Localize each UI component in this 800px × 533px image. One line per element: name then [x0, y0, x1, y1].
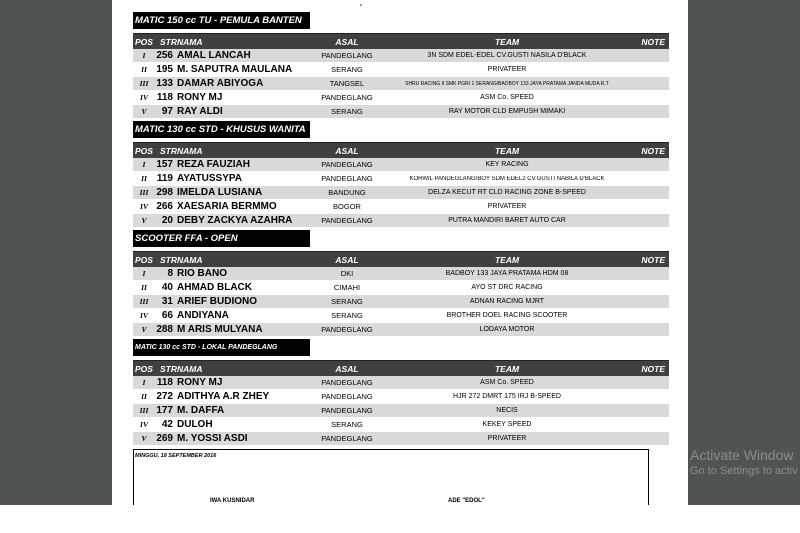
- cell-asal: PANDEGLANG: [321, 325, 373, 334]
- table-row: [133, 418, 669, 432]
- cell-asal: SERANG: [331, 107, 363, 116]
- col-note: NOTE: [641, 145, 665, 156]
- cell-team: DELZA KECUT RT CLD RACING ZONE B-SPEED: [428, 189, 586, 196]
- cell-pos: III: [139, 406, 149, 415]
- cell-name: ARIEF BUDIONO: [177, 296, 257, 307]
- col-team: TEAM: [494, 145, 520, 156]
- col-team: TEAM: [494, 36, 520, 47]
- table-header: [133, 142, 669, 158]
- table-row: [133, 172, 669, 186]
- cell-pos: II: [141, 174, 147, 183]
- cell-pos: III: [139, 79, 149, 88]
- table-row: [133, 105, 669, 119]
- cell-name: DEBY ZACKYA AZAHRA: [177, 215, 293, 226]
- section-title: MATIC 150 cc TU - PEMULA BANTEN: [133, 12, 310, 29]
- table-row: [133, 376, 669, 390]
- cell-pos: V: [141, 434, 147, 443]
- cell-pos: IV: [140, 311, 148, 320]
- cell-pos: IV: [140, 93, 148, 102]
- cell-team: RAY MOTOR CLD EMPUSH MIMAKI: [448, 108, 566, 115]
- cell-str: 256: [156, 50, 173, 61]
- col-pos: POS: [135, 145, 153, 156]
- table-row: [133, 323, 669, 337]
- col-name: NAMA: [177, 254, 203, 265]
- cell-asal: SERANG: [331, 420, 363, 429]
- cell-asal: PANDEGLANG: [321, 216, 373, 225]
- section-title: MATIC 130 cc STD - KHUSUS WANITA: [133, 121, 310, 138]
- cell-name: XAESARIA BERMMO: [177, 201, 277, 212]
- cell-asal: DKI: [340, 269, 354, 278]
- col-note: NOTE: [641, 363, 665, 374]
- table-row: [133, 49, 669, 63]
- cell-str: 266: [156, 201, 173, 212]
- cell-name: M. DAFFA: [177, 405, 225, 416]
- cell-name: ADITHYA A.R ZHEY: [177, 391, 270, 402]
- cell-str: 42: [161, 419, 173, 430]
- table-row: [133, 158, 669, 172]
- cell-team: KORWIL PANDEGLANG/BOY SDM EDEL2 CV.GUSTI NABILA D'BLACK: [409, 175, 605, 182]
- signature-left: IWA KUSNIDAR: [210, 498, 255, 504]
- cell-str: 118: [156, 377, 173, 388]
- table-row: [133, 267, 669, 281]
- cell-pos: II: [141, 283, 147, 292]
- cell-pos: IV: [140, 420, 148, 429]
- cell-asal: PANDEGLANG: [321, 434, 373, 443]
- cell-name: RONY MJ: [177, 92, 223, 103]
- cell-team: KEKEY SPEED: [482, 421, 532, 428]
- cell-asal: SERANG: [331, 297, 363, 306]
- col-name: NAMA: [177, 363, 203, 374]
- col-asal: ASAL: [335, 145, 359, 156]
- cell-team: PRIVATEER: [487, 203, 527, 210]
- cell-str: 272: [156, 391, 173, 402]
- cell-asal: PANDEGLANG: [321, 378, 373, 387]
- activate-windows-watermark: [690, 447, 800, 478]
- cell-team: BROTHER DOEL RACING SCOOTER: [446, 312, 568, 319]
- signature-right: ADE "EDOL": [448, 498, 485, 504]
- table-row: [133, 186, 669, 200]
- cell-str: 31: [161, 296, 173, 307]
- cell-team: ASM Co. SPEED: [480, 379, 534, 386]
- col-asal: ASAL: [335, 363, 359, 374]
- cell-name: RAY ALDI: [177, 106, 223, 117]
- cell-pos: I: [142, 269, 146, 278]
- cell-pos: III: [139, 297, 149, 306]
- col-pos: POS: [135, 36, 153, 47]
- cell-str: 133: [156, 78, 173, 89]
- document-page: [112, 0, 688, 505]
- table-row: [133, 404, 669, 418]
- col-note: NOTE: [641, 254, 665, 265]
- col-str: STR: [160, 254, 177, 265]
- table-row: [133, 200, 669, 214]
- cell-team: BADBOY 133 JAYA PRATAMA HDM 08: [445, 270, 569, 277]
- signature-box: [133, 449, 649, 505]
- cell-str: 8: [167, 268, 173, 279]
- cell-str: 195: [156, 64, 173, 75]
- cell-team: HJR 272 DMRT 175 IRJ B-SPEED: [453, 393, 561, 400]
- cell-str: 66: [161, 310, 173, 321]
- cell-name: IMELDA LUSIANA: [177, 187, 263, 198]
- cell-asal: BOGOR: [333, 202, 361, 211]
- cell-pos: I: [142, 51, 146, 60]
- cell-team: ASM Co. SPEED: [480, 94, 534, 101]
- cell-str: 157: [156, 159, 173, 170]
- cell-str: 40: [161, 282, 173, 293]
- cell-asal: SERANG: [331, 311, 363, 320]
- col-pos: POS: [135, 254, 153, 265]
- col-team: TEAM: [494, 254, 520, 265]
- activate-subtitle: Go to Settings to activ: [690, 465, 798, 477]
- cell-name: AHMAD BLACK: [177, 282, 252, 293]
- col-note: NOTE: [641, 36, 665, 47]
- cell-pos: V: [141, 216, 147, 225]
- cell-name: M ARIS MULYANA: [177, 324, 263, 335]
- cell-name: RIO BANO: [177, 268, 227, 279]
- event-date: MINGGU, 18 SEPTEMBER 2016: [135, 453, 217, 459]
- cell-pos: II: [141, 392, 147, 401]
- cell-name: DULOH: [177, 419, 213, 430]
- cell-team: KEY RACING: [485, 161, 529, 168]
- table-row: [133, 77, 669, 91]
- col-str: STR: [160, 145, 177, 156]
- section-title: SCOOTER FFA - OPEN: [133, 230, 310, 247]
- cell-pos: II: [141, 65, 147, 74]
- cell-pos: V: [141, 325, 147, 334]
- cell-str: 269: [156, 433, 173, 444]
- cell-asal: PANDEGLANG: [321, 93, 373, 102]
- table-row: [133, 91, 669, 105]
- table-row: [133, 390, 669, 404]
- col-str: STR: [160, 363, 177, 374]
- cell-pos: I: [142, 160, 146, 169]
- cell-asal: PANDEGLANG: [321, 174, 373, 183]
- cell-asal: PANDEGLANG: [321, 406, 373, 415]
- cell-name: M. SAPUTRA MAULANA: [177, 64, 293, 75]
- cell-pos: I: [142, 378, 146, 387]
- col-asal: ASAL: [335, 36, 359, 47]
- cell-team: PRIVATEER: [487, 435, 527, 442]
- table-row: [133, 214, 669, 228]
- race-section: [133, 339, 669, 446]
- table-row: [133, 309, 669, 323]
- cell-name: AMAL LANCAH: [177, 50, 251, 61]
- cell-team: ADNAN RACING MJRT: [469, 298, 545, 305]
- table-row: [133, 432, 669, 446]
- cell-team: 3N SDM EDEL-EDEL CV.GUSTI NASILA D'BLACK: [427, 52, 587, 59]
- cell-asal: TANGSEL: [329, 79, 365, 88]
- table-header: [133, 251, 669, 267]
- cell-str: 298: [156, 187, 173, 198]
- table-row: [133, 63, 669, 77]
- right-gray-margin: [688, 0, 800, 505]
- cell-name: REZA FAUZIAH: [177, 159, 250, 170]
- table-header: [133, 360, 669, 376]
- race-section: [133, 12, 669, 119]
- page-mark: [360, 4, 362, 6]
- cell-str: 118: [156, 92, 173, 103]
- cell-pos: III: [139, 188, 149, 197]
- col-name: NAMA: [177, 36, 203, 47]
- cell-pos: V: [141, 107, 147, 116]
- cell-str: 288: [156, 324, 173, 335]
- cell-name: ANDIYANA: [177, 310, 229, 321]
- col-pos: POS: [135, 363, 153, 374]
- cell-name: RONY MJ: [177, 377, 223, 388]
- cell-str: 119: [156, 173, 173, 184]
- cell-team: PUTRA MANDIRI BARET AUTO CAR: [448, 217, 566, 224]
- cell-str: 20: [161, 215, 173, 226]
- col-str: STR: [160, 36, 177, 47]
- cell-name: AYATUSSYPA: [177, 173, 243, 184]
- table-row: [133, 281, 669, 295]
- cell-asal: PANDEGLANG: [321, 160, 373, 169]
- cell-team: SHRU RACING II SMK PGRI 1 SERANG/BADBOY 133 JAYA PRATAMA JANDA MUDA R.T: [405, 80, 609, 87]
- cell-str: 177: [156, 405, 173, 416]
- section-title: MATIC 130 cc STD - LOKAL PANDEGLANG: [133, 339, 310, 356]
- cell-team: PRIVATEER: [487, 66, 527, 73]
- cell-asal: PANDEGLANG: [321, 392, 373, 401]
- cell-pos: IV: [140, 202, 148, 211]
- cell-asal: PANDEGLANG: [321, 51, 373, 60]
- col-team: TEAM: [494, 363, 520, 374]
- table-row: [133, 295, 669, 309]
- cell-team: AYO ST DRC RACING: [471, 284, 543, 291]
- cell-str: 97: [161, 106, 173, 117]
- cell-asal: SERANG: [331, 65, 363, 74]
- cell-team: NECIS: [496, 407, 518, 414]
- col-asal: ASAL: [335, 254, 359, 265]
- cell-name: DAMAR ABIYOGA: [177, 78, 264, 89]
- cell-team: LODAYA MOTOR: [479, 326, 535, 333]
- table-header: [133, 33, 669, 49]
- cell-asal: BANDUNG: [328, 188, 366, 197]
- cell-asal: CIMAHI: [333, 283, 361, 292]
- cell-name: M. YOSSI ASDI: [177, 433, 248, 444]
- race-section: [133, 121, 669, 228]
- left-gray-margin: [0, 0, 112, 505]
- col-name: NAMA: [177, 145, 203, 156]
- race-section: [133, 230, 669, 337]
- activate-title: Activate Window: [690, 447, 794, 463]
